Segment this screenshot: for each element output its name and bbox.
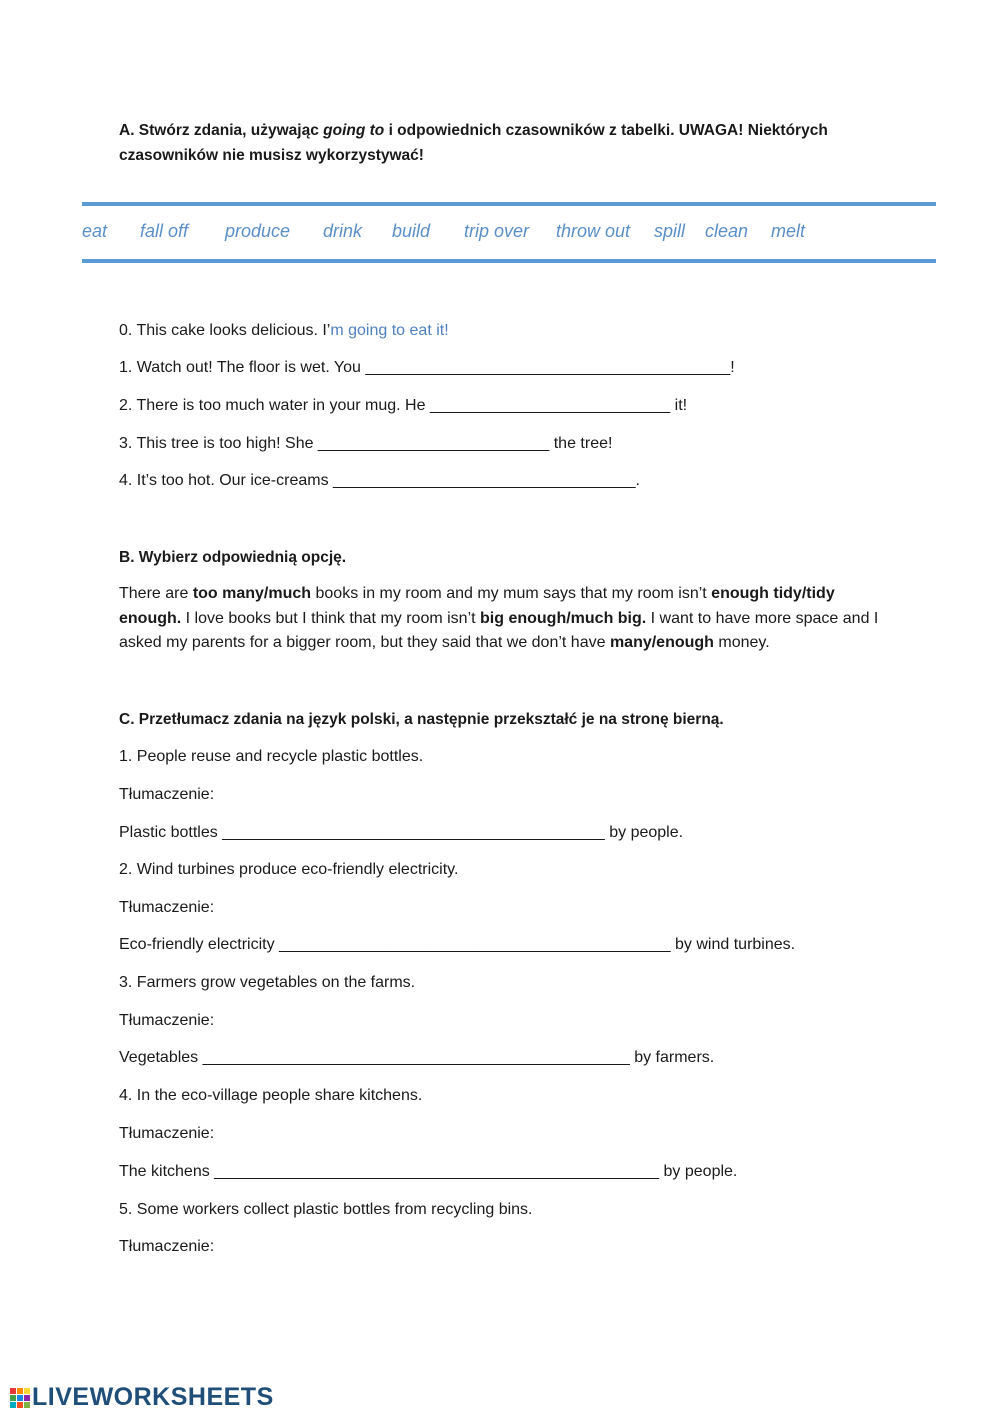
source-sentence: 5. Some workers collect plastic bottles from recycling bins. bbox=[119, 1201, 533, 1218]
verb-box-top-rule bbox=[82, 202, 936, 206]
passive-item[interactable]: Plastic bottles ___________________________________________ by people. bbox=[119, 824, 684, 841]
source-sentence: 2. Wind turbines produce eco-friendly electricity. bbox=[119, 861, 459, 878]
verb-option: eat bbox=[82, 221, 108, 241]
section-c-title: C. Przetłumacz zdania na język polski, a następnie przekształć je na stronę bierną. bbox=[119, 711, 724, 728]
verb-option: spill bbox=[654, 221, 686, 241]
exercise-a-item[interactable]: 2. There is too much water in your mug. He ___________________________ it! bbox=[119, 397, 688, 414]
source-sentence: 3. Farmers grow vegetables on the farms. bbox=[119, 974, 416, 991]
verb-option: drink bbox=[323, 221, 363, 241]
verb-option: fall off bbox=[140, 221, 189, 241]
example-answer: m going to eat it! bbox=[330, 322, 449, 339]
exercise-a-item[interactable]: 4. It’s too hot. Our ice-creams __________________________________. bbox=[119, 472, 640, 489]
logo-text: LIVEWORKSHEETS bbox=[32, 1383, 274, 1411]
source-sentence: 4. In the eco-village people share kitchens. bbox=[119, 1087, 423, 1104]
logo-grid-icon bbox=[10, 1388, 30, 1408]
example-sentence: 0. This cake looks delicious. I’m going to eat it! bbox=[119, 322, 449, 339]
exercise-a-item[interactable]: 3. This tree is too high! She __________________________ the tree! bbox=[119, 435, 613, 452]
section-a-instructions: A. Stwórz zdania, używając going to i odpowiednich czasowników z tabelki. UWAGA! Niektórych czasowników nie musisz wykorzystywać! bbox=[119, 122, 828, 164]
translation-label: Tłumaczenie: bbox=[119, 786, 215, 803]
translation-label: Tłumaczenie: bbox=[119, 1238, 215, 1255]
choice-1[interactable]: too many/much bbox=[192, 585, 312, 602]
verb-box-bottom-rule bbox=[82, 259, 936, 263]
verb-option: produce bbox=[225, 221, 291, 241]
section-b-paragraph: There are too many/much books in my room and my mum says that my room isn’t enough tidy/tidy enough. I love books but I think that my room isn’t big enough/much big. I want to have more space and I asked my parents for a bigger room, but they said that we don’t have many/enough money. bbox=[119, 585, 879, 651]
passive-item[interactable]: Vegetables ________________________________________________ by farmers. bbox=[119, 1049, 715, 1066]
choice-4[interactable]: many/enough bbox=[609, 634, 714, 651]
verb-option: trip over bbox=[464, 221, 530, 241]
translation-label: Tłumaczenie: bbox=[119, 1125, 215, 1142]
source-sentence: 1. People reuse and recycle plastic bottles. bbox=[119, 748, 424, 765]
liveworksheets-logo bbox=[10, 1383, 274, 1412]
section-b-title: B. Wybierz odpowiednią opcję. bbox=[119, 549, 347, 566]
choice-3[interactable]: big enough/much big. bbox=[480, 609, 647, 627]
verb-option: throw out bbox=[556, 221, 631, 241]
verb-option: clean bbox=[705, 221, 749, 241]
passive-item[interactable]: Eco-friendly electricity ____________________________________________ by wind turbines. bbox=[119, 936, 796, 953]
translation-label: Tłumaczenie: bbox=[119, 1012, 215, 1029]
verb-option: melt bbox=[771, 221, 806, 241]
passive-item[interactable]: The kitchens __________________________________________________ by people. bbox=[119, 1163, 738, 1180]
translation-label: Tłumaczenie: bbox=[119, 899, 215, 916]
exercise-a-item[interactable]: 1. Watch out! The floor is wet. You _________________________________________! bbox=[119, 359, 735, 376]
verb-option: build bbox=[392, 221, 431, 241]
choice-2[interactable]: enough tidy/tidy enough. bbox=[119, 585, 835, 627]
